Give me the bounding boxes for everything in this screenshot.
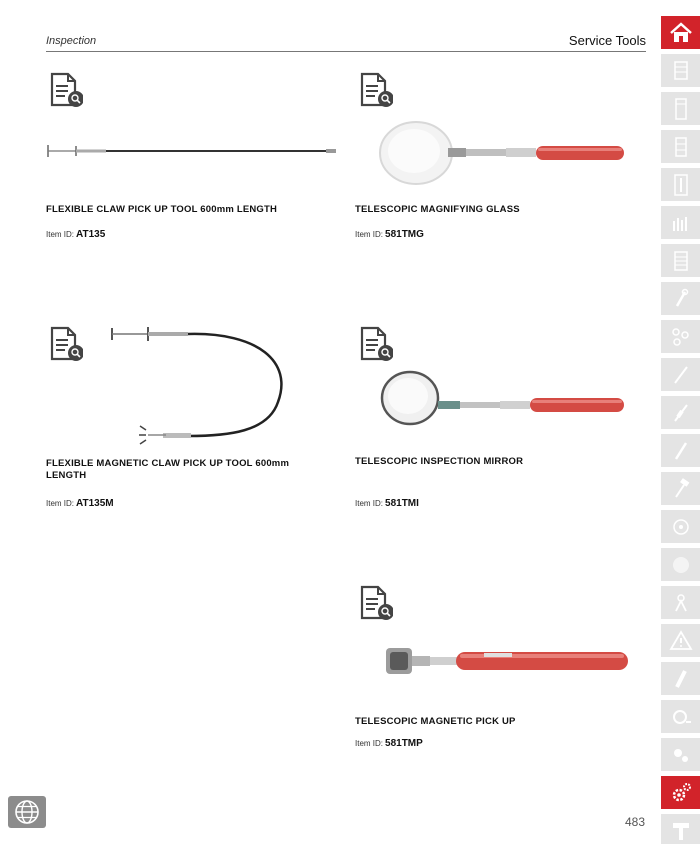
- document-search-icon[interactable]: [49, 72, 83, 110]
- sockets-icon: [669, 325, 693, 349]
- tab-screwdriver-set[interactable]: [661, 206, 700, 240]
- document-search-icon[interactable]: [359, 72, 393, 110]
- product-title: TELESCOPIC INSPECTION MIRROR: [355, 456, 524, 467]
- disc-icon: [669, 553, 693, 577]
- product-image: [46, 140, 338, 162]
- page-number: 483: [625, 815, 646, 829]
- pliers-icon: [669, 363, 693, 387]
- knife-icon: [669, 439, 693, 463]
- document-search-icon[interactable]: [49, 326, 83, 364]
- toolbox-icon: [669, 135, 693, 159]
- cutter-icon: [669, 591, 693, 615]
- product-image: [108, 322, 288, 446]
- tab-clamp[interactable]: [661, 814, 700, 844]
- item-id: Item ID: AT135M: [46, 498, 114, 509]
- product-image: [384, 644, 632, 678]
- tab-knife[interactable]: [661, 434, 700, 468]
- header-divider: [46, 51, 646, 52]
- tab-toolbox[interactable]: [661, 130, 700, 164]
- tab-cutter[interactable]: [661, 586, 700, 620]
- product-title: FLEXIBLE MAGNETIC CLAW PICK UP TOOL 600mm LENGTH: [46, 458, 290, 481]
- hammer-icon: [669, 477, 693, 501]
- item-id-value: 581TMI: [385, 498, 419, 509]
- section-title: Inspection: [46, 35, 97, 47]
- wrench-icon: [669, 287, 693, 311]
- tab-sockets[interactable]: [661, 320, 700, 354]
- storage-icon: [669, 249, 693, 273]
- screwdriver-icon: [669, 401, 693, 425]
- tab-home[interactable]: [661, 16, 700, 50]
- category-title: Service Tools: [568, 33, 646, 48]
- tab-cabinet[interactable]: [661, 92, 700, 126]
- item-id-value: AT135: [76, 229, 106, 240]
- tool-set-icon: [669, 173, 693, 197]
- document-search-icon[interactable]: [359, 326, 393, 364]
- product-title: TELESCOPIC MAGNETIC PICK UP: [355, 716, 516, 727]
- item-id-value: 581TMP: [385, 738, 423, 749]
- tape-icon: [669, 667, 693, 691]
- item-id: Item ID: AT135: [46, 229, 106, 240]
- service-tools-icon: [669, 781, 693, 805]
- tab-tape[interactable]: [661, 662, 700, 696]
- product-title: TELESCOPIC MAGNIFYING GLASS: [355, 204, 520, 215]
- product-title: FLEXIBLE CLAW PICK UP TOOL 600mm LENGTH: [46, 204, 278, 215]
- tab-disc[interactable]: [661, 548, 700, 582]
- item-id: Item ID: 581TMP: [355, 738, 423, 749]
- language-button[interactable]: [8, 796, 46, 828]
- item-id: Item ID: 581TMI: [355, 498, 419, 509]
- trolley-icon: [669, 59, 693, 83]
- grinder-icon: [669, 515, 693, 539]
- tab-tool-set[interactable]: [661, 168, 700, 202]
- home-icon: [669, 21, 693, 45]
- tab-gears[interactable]: [661, 738, 700, 772]
- measure-icon: [669, 705, 693, 729]
- product-image: [378, 118, 630, 188]
- product-image: [380, 368, 630, 430]
- gears-icon: [669, 743, 693, 767]
- cabinet-icon: [669, 97, 693, 121]
- tab-grinder[interactable]: [661, 510, 700, 544]
- item-id-value: 581TMG: [385, 229, 424, 240]
- tab-screwdriver[interactable]: [661, 396, 700, 430]
- globe-icon: [14, 799, 40, 825]
- tab-pliers[interactable]: [661, 358, 700, 392]
- tab-warning[interactable]: [661, 624, 700, 658]
- screwdriver-set-icon: [669, 211, 693, 235]
- tab-wrench[interactable]: [661, 282, 700, 316]
- tab-measure[interactable]: [661, 700, 700, 734]
- tab-storage[interactable]: [661, 244, 700, 278]
- clamp-icon: [669, 819, 693, 843]
- tab-service-tools[interactable]: [661, 776, 700, 810]
- item-id: Item ID: 581TMG: [355, 229, 424, 240]
- warning-icon: [669, 629, 693, 653]
- document-search-icon[interactable]: [359, 585, 393, 623]
- tab-hammer[interactable]: [661, 472, 700, 506]
- tab-trolley[interactable]: [661, 54, 700, 88]
- item-id-value: AT135M: [76, 498, 114, 509]
